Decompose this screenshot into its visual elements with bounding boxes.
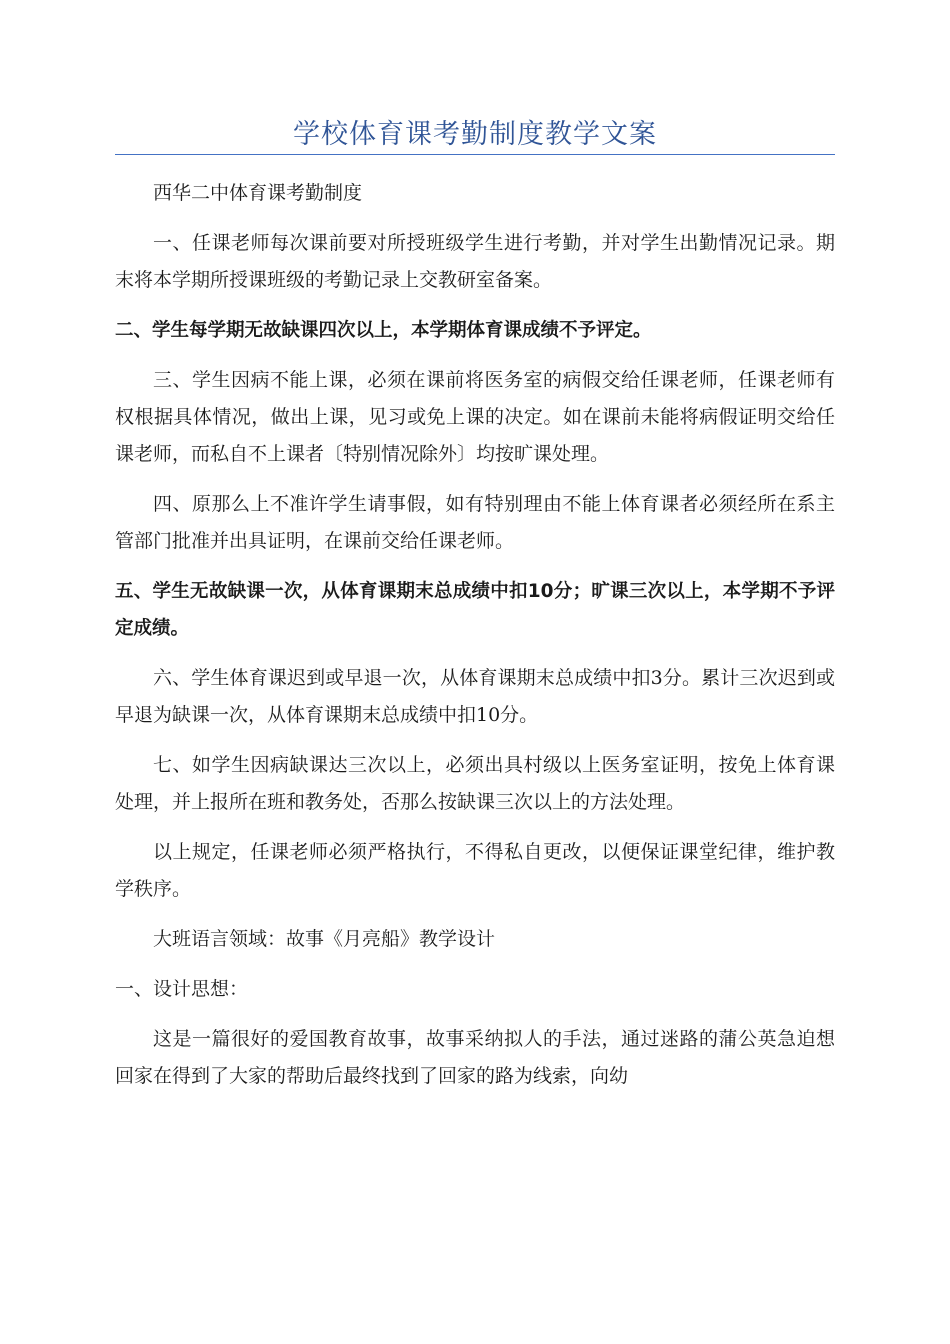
subtitle-paragraph: 西华二中体育课考勤制度 xyxy=(153,182,363,204)
rule-1-paragraph: 一、任课老师每次课前要对所授班级学生进行考勤，并对学生出勤情况记录。期末将本学期所授课班级的考勤记录上交教研室备案。 xyxy=(115,232,835,291)
design-intro-paragraph: 这是一篇很好的爱国教育故事，故事采纳拟人的手法，通过迷路的蒲公英急迫想回家在得到了大家的帮助后最终找到了回家的路为线索，向幼 xyxy=(115,1028,835,1087)
rule-5-paragraph: 五、学生无故缺课一次，从体育课期末总成绩中扣10分；旷课三次以上，本学期不予评定成绩。 xyxy=(115,581,835,639)
closing-paragraph: 以上规定，任课老师必须严格执行，不得私自更改，以便保证课堂纪律，维护教学秩序。 xyxy=(115,841,835,900)
rule-3-paragraph: 三、学生因病不能上课，必须在课前将医务室的病假交给任课老师，任课老师有权根据具体情况，做出上课，见习或免上课的决定。如在课前未能将病假证明交给任课老师，而私自不上课者〔特别情况除外〕均按旷课处理。 xyxy=(115,369,835,465)
rule-7-paragraph: 七、如学生因病缺课达三次以上，必须出具村级以上医务室证明，按免上体育课处理，并上报所在班和教务处，否那么按缺课三次以上的方法处理。 xyxy=(115,754,835,813)
document-title: 学校体育课考勤制度教学文案 xyxy=(293,119,657,150)
title-underline xyxy=(115,154,835,155)
rule-2-paragraph: 二、学生每学期无故缺课四次以上，本学期体育课成绩不予评定。 xyxy=(115,320,652,341)
rule-6-paragraph: 六、学生体育课迟到或早退一次，从体育课期末总成绩中扣3分。累计三次迟到或早退为缺课一次，从体育课期末总成绩中扣10分。 xyxy=(115,667,835,726)
document-body xyxy=(115,175,835,1108)
rule-4-paragraph: 四、原那么上不准许学生请事假，如有特别理由不能上体育课者必须经所在系主管部门批准并出具证明，在课前交给任课老师。 xyxy=(115,493,835,552)
section-heading-paragraph: 一、设计思想： xyxy=(115,978,249,1000)
lesson-title-paragraph: 大班语言领域：故事《月亮船》教学设计 xyxy=(153,928,496,950)
